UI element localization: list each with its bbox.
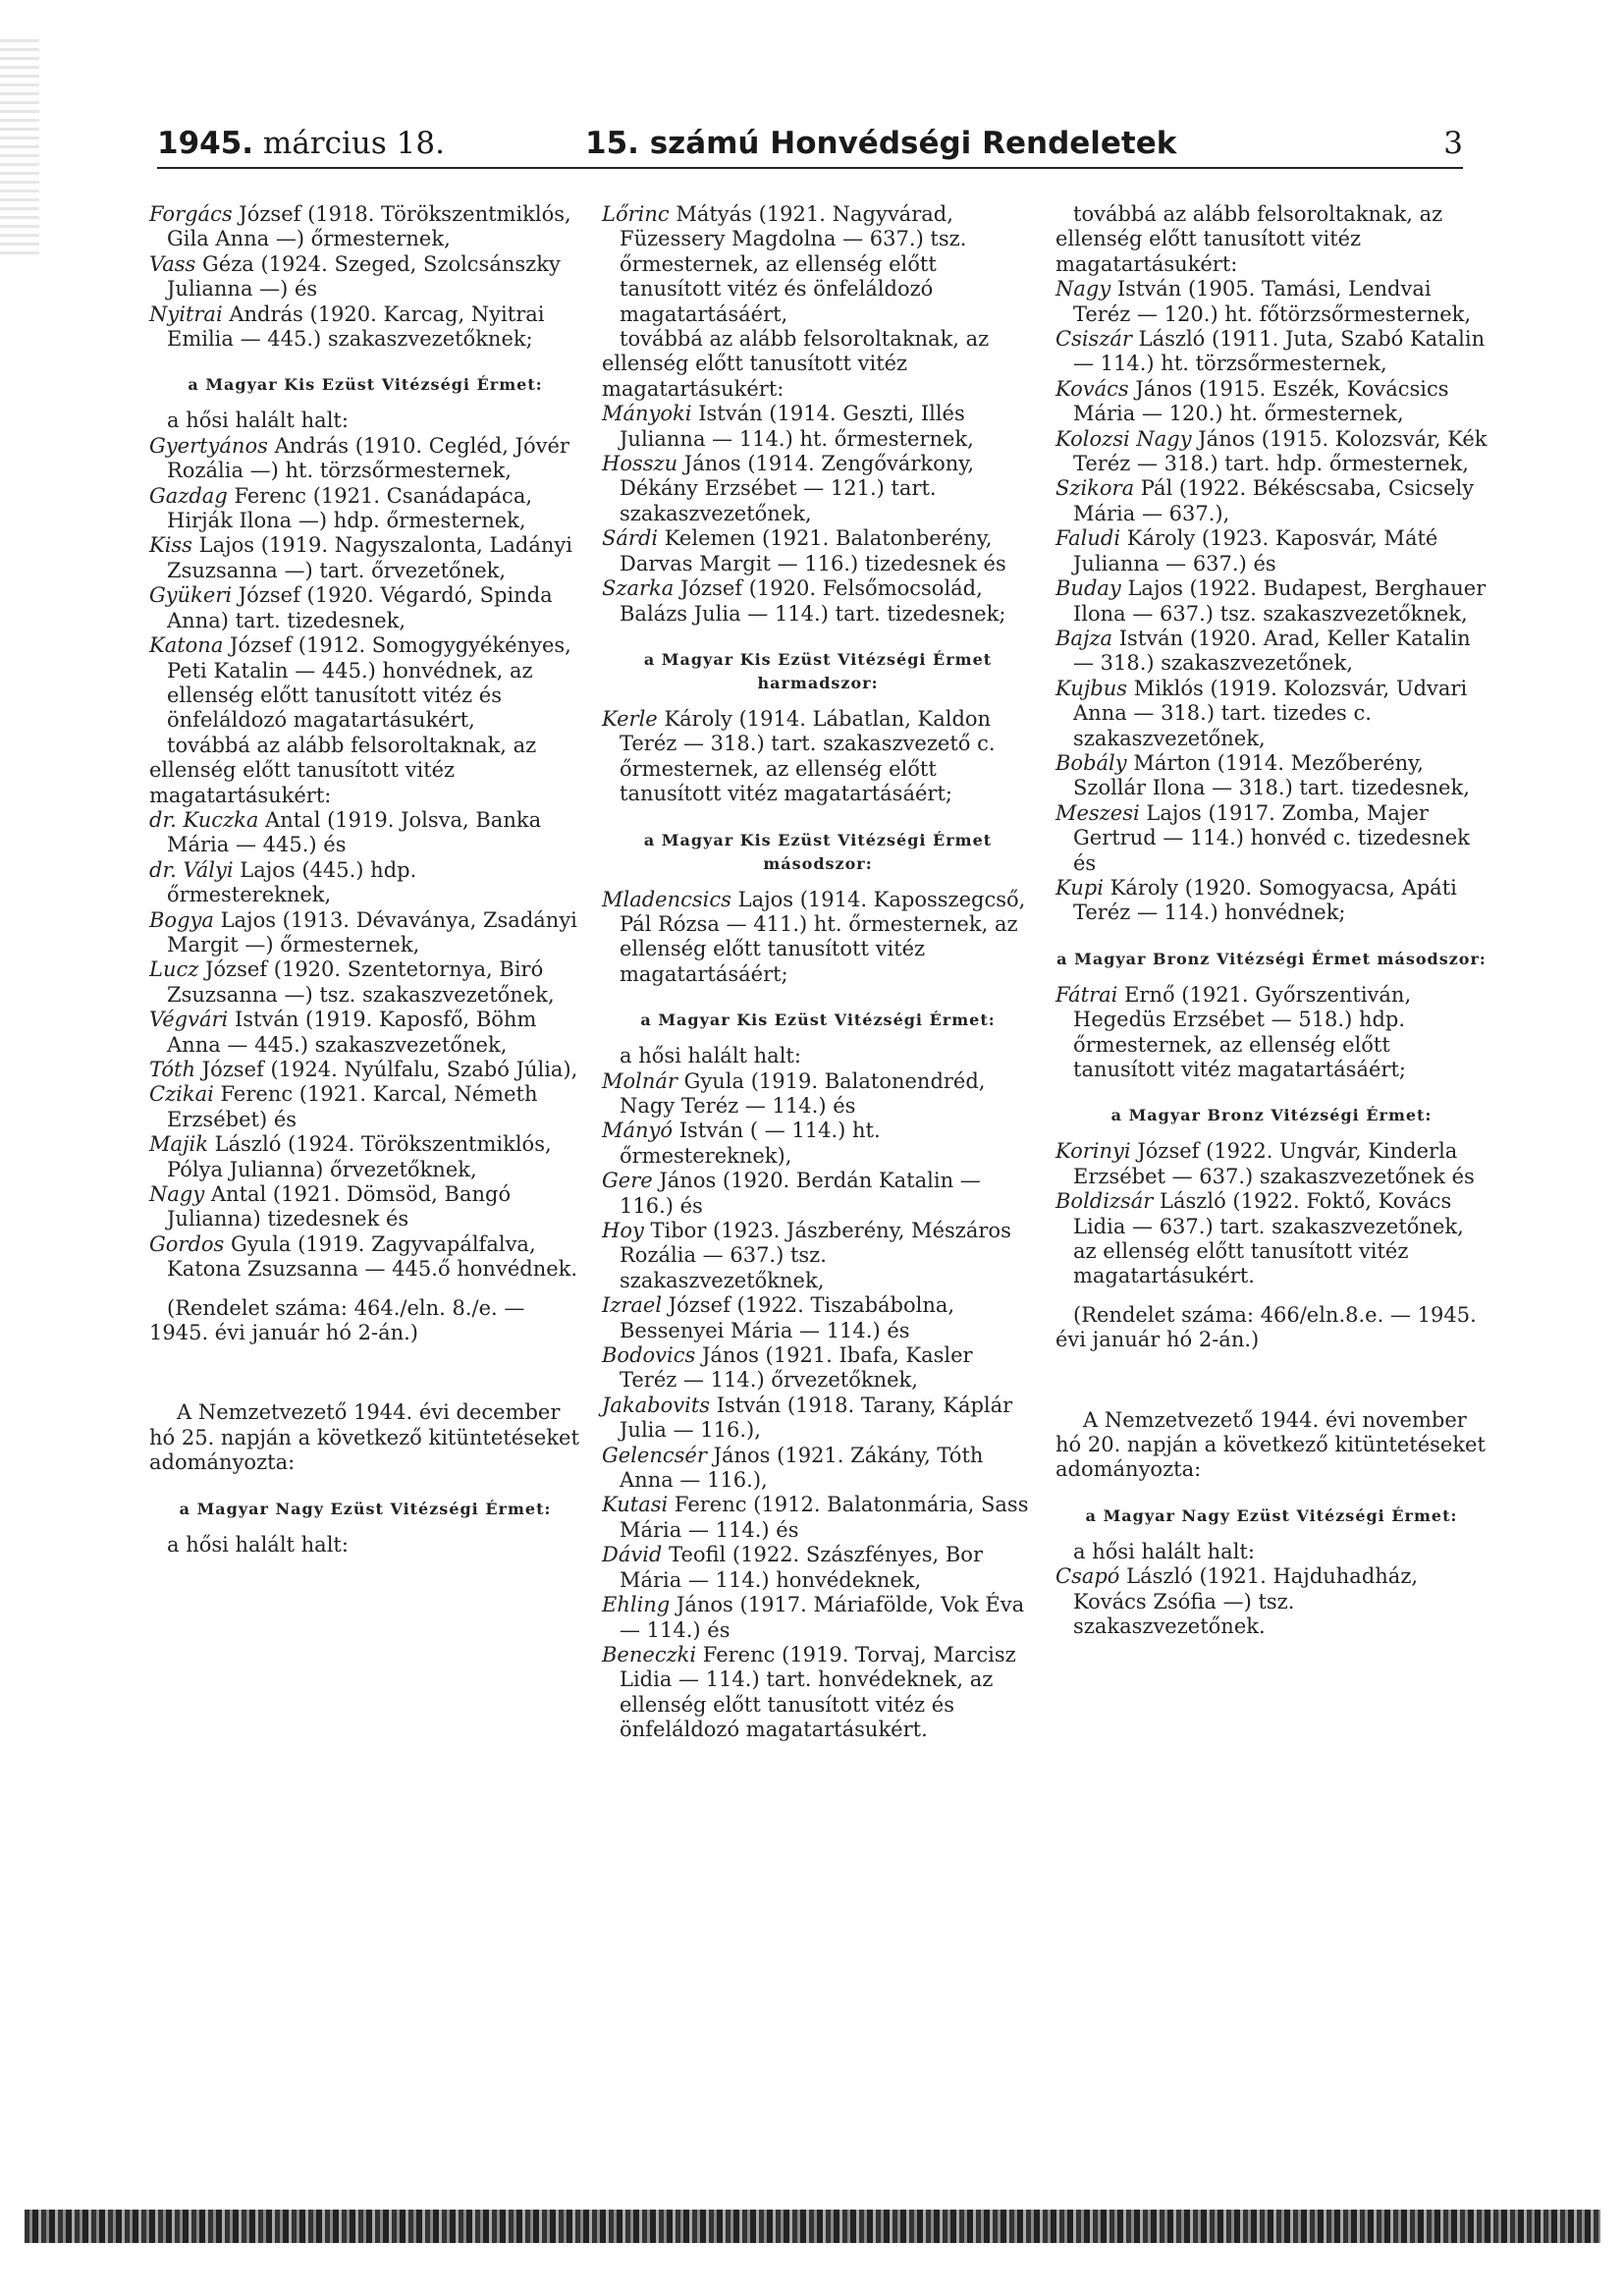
subheading: a hősi halált halt: xyxy=(1073,1539,1255,1563)
list-item xyxy=(1055,1189,1488,1289)
list-item xyxy=(602,1219,1034,1293)
entry-details: András (1910. Cegléd, Jóvér Rozália —) ht. törzsőrmesternek, xyxy=(167,433,569,483)
entry-list xyxy=(602,202,1034,327)
entry-list xyxy=(1055,277,1488,926)
list-item xyxy=(602,1643,1034,1743)
entry-details: József (1912. Somogygyékényes, Peti Katalin — 445.) honvédnek, az ellenség előtt tanusított vitéz és önfeláldozó magatartásukért, xyxy=(167,633,571,733)
entry-details: Lajos (445.) hdp. őrmestereknek, xyxy=(167,857,417,907)
list-item xyxy=(1055,751,1488,801)
list-item xyxy=(149,202,581,252)
person-surname: Kupi xyxy=(1055,875,1104,900)
entry-details: István (1905. Tamási, Lendvai Teréz — 120.) ht. főtörzsőrmesternek, xyxy=(1073,277,1472,326)
list-item xyxy=(602,1069,1034,1120)
person-surname: Gelencsér xyxy=(602,1443,707,1467)
person-surname: Ehling xyxy=(602,1593,671,1617)
list-item xyxy=(602,1293,1034,1343)
entry-details: József (1918. Törökszentmiklós, Gila Anna —) őrmesternek, xyxy=(167,202,571,251)
entry-list xyxy=(1055,983,1488,1083)
person-surname: Mányoki xyxy=(602,402,692,426)
column-2 xyxy=(602,202,1034,1743)
entry-details: István (1914. Geszti, Illés Julianna — 114.) ht. őrmesternek, xyxy=(620,402,974,451)
person-surname: Buday xyxy=(1055,576,1121,601)
list-item xyxy=(602,576,1034,627)
entry-details: Gyula (1919. Balatonendréd, Nagy Teréz — 114.) és xyxy=(620,1068,986,1118)
entry-details: Tibor (1923. Jászberény, Mészáros Rozália — 637.) tsz. szakaszvezetőknek, xyxy=(620,1219,1011,1292)
person-surname: Gyükeri xyxy=(149,583,233,608)
column-1 xyxy=(149,202,581,1558)
person-surname: Gyertyános xyxy=(149,433,268,458)
section-heading: a Magyar Bronz Vitézségi Érmet: xyxy=(1110,1106,1433,1125)
entry-details: János (1920. Berdán Katalin — 116.) és xyxy=(620,1169,981,1218)
list-item xyxy=(602,1343,1034,1394)
entry-details: Lajos (1922. Budapest, Berghauer Ilona — 637.) tsz. szakaszvezetőknek, xyxy=(1073,576,1487,626)
person-surname: Kerle xyxy=(602,706,658,731)
list-item xyxy=(1055,1139,1488,1189)
section-heading: a Magyar Kis Ezüst Vitézségi Érmet: xyxy=(188,375,543,395)
person-surname: Majik xyxy=(149,1132,208,1157)
header-date: 1945. március 18. xyxy=(157,126,445,161)
person-surname: Jakabovits xyxy=(602,1393,711,1417)
list-item xyxy=(149,1008,581,1058)
list-item xyxy=(149,302,581,353)
entry-details: József (1924. Nyúlfalu, Szabó Júlia), xyxy=(201,1058,578,1081)
person-surname: Czikai xyxy=(149,1082,214,1107)
list-item xyxy=(602,888,1034,988)
entry-details: István (1919. Kaposfő, Böhm Anna — 445.) szakaszvezetőnek, xyxy=(167,1008,537,1057)
person-surname: Vass xyxy=(149,251,196,276)
person-surname: Szikora xyxy=(1055,476,1135,501)
person-surname: Nagy xyxy=(1055,277,1111,301)
list-item xyxy=(1055,627,1488,677)
entry-details: János (1917. Máriafölde, Vok Éva — 114.) és xyxy=(620,1593,1025,1642)
entry-details: István ( — 114.) ht. őrmestereknek), xyxy=(620,1119,881,1168)
person-surname: Korinyi xyxy=(1055,1139,1131,1164)
list-item xyxy=(149,633,581,734)
list-item xyxy=(149,434,581,484)
person-surname: Hoy xyxy=(602,1219,644,1242)
list-item xyxy=(1055,377,1488,427)
list-item xyxy=(1055,576,1488,627)
entry-details: János (1915. Eszék, Kovácsics Mária — 120.) ht. őrmesternek, xyxy=(1073,376,1449,426)
list-item xyxy=(149,1132,581,1182)
person-surname: Kiss xyxy=(149,533,192,558)
entry-list xyxy=(1055,1564,1488,1639)
entry-list xyxy=(149,434,581,734)
subheading: a hősi halált halt: xyxy=(167,1532,349,1557)
list-item xyxy=(1055,677,1488,751)
entry-details: János (1921. Ibafa, Kasler Teréz — 114.) őrvezetőknek, xyxy=(620,1343,973,1393)
person-surname: Csapó xyxy=(1055,1564,1120,1589)
scan-bottom-artifact xyxy=(25,2210,1600,2243)
paragraph: továbbá az alább felsoroltaknak, az ellenség előtt tanusított vitéz magatartásukért: xyxy=(1055,202,1443,276)
person-surname: dr. Kuczka xyxy=(149,807,259,832)
person-surname: Gere xyxy=(602,1169,653,1193)
entry-list xyxy=(149,808,581,1283)
entry-details: Károly (1914. Lábatlan, Kaldon Teréz — 318.) tart. szakaszvezető c. őrmesternek, az ellenség előtt tanusított vitéz magatartásáért; xyxy=(620,706,996,806)
list-item xyxy=(602,452,1034,526)
entry-details: Teofil (1922. Szászfényes, Bor Mária — 114.) honvédeknek, xyxy=(620,1543,983,1592)
person-surname: Mányó xyxy=(602,1119,674,1143)
list-item xyxy=(602,1444,1034,1494)
person-surname: Bobály xyxy=(1055,750,1127,775)
person-surname: Boldizsár xyxy=(1055,1189,1154,1214)
list-item xyxy=(149,583,581,633)
person-surname: Izrael xyxy=(602,1293,663,1318)
entry-details: Károly (1923. Kaposvár, Máté Julianna — 637.) és xyxy=(1073,526,1438,575)
page-header xyxy=(157,124,1463,169)
person-surname: Kolozsi Nagy xyxy=(1055,426,1192,451)
person-surname: Faludi xyxy=(1055,526,1121,551)
list-item xyxy=(149,1058,581,1082)
page-number: 3 xyxy=(1443,126,1463,161)
person-surname: Gordos xyxy=(149,1231,225,1256)
list-item xyxy=(602,1543,1034,1593)
list-item xyxy=(1055,876,1488,926)
list-item xyxy=(1055,427,1488,477)
entry-details: József (1920. Szentetornya, Biró Zsuzsanna —) tsz. szakaszvezetőnek, xyxy=(167,957,555,1007)
entry-details: Ferenc (1921. Csanádapáca, Hirják Ilona —) hdp. őrmesternek, xyxy=(167,483,533,533)
person-surname: Nyitrai xyxy=(149,301,223,326)
section-heading: a Magyar Nagy Ezüst Vitézségi Érmet: xyxy=(1085,1505,1458,1525)
entry-details: Ernő (1921. Győrszentiván, Hegedüs Erzsébet — 518.) hdp. őrmesternek, az ellenség előtt tanusított vitéz magatartásáért; xyxy=(1073,982,1412,1081)
list-item xyxy=(602,707,1034,807)
list-item xyxy=(149,957,581,1008)
list-item xyxy=(149,533,581,583)
entry-details: Károly (1920. Somogyacsa, Apáti Teréz — 114.) honvédnek; xyxy=(1073,875,1457,925)
entry-details: Ferenc (1921. Karcal, Németh Erzsébet) és xyxy=(167,1082,538,1131)
entry-details: Miklós (1919. Kolozsvár, Udvari Anna — 318.) tart. tizedes c. szakaszvezetőnek, xyxy=(1073,676,1468,750)
entry-details: Gyula (1919. Zagyvapálfalva, Katona Zsuzsanna — 445.ő honvédnek. xyxy=(167,1231,578,1282)
entry-list xyxy=(149,202,581,352)
entry-list xyxy=(602,888,1034,988)
person-surname: Katona xyxy=(149,633,224,658)
list-item xyxy=(602,1119,1034,1169)
entry-details: János (1914. Zengővárkony, Dékány Erzsébet — 121.) tart. szakaszvezetőnek, xyxy=(620,452,975,525)
entry-list xyxy=(602,1069,1034,1743)
header-title: 15. számú Honvédségi Rendeletek xyxy=(585,126,1177,161)
person-surname: Sárdi xyxy=(602,526,659,551)
list-item xyxy=(1055,277,1488,327)
list-item xyxy=(602,1394,1034,1444)
intro-paragraph: A Nemzetvezető 1944. évi november hó 20. napján a következő kitüntetéseket adományozta: xyxy=(1055,1407,1486,1482)
entry-details: Pál (1922. Békéscsaba, Csicsely Mária — 637.), xyxy=(1073,476,1475,525)
list-item xyxy=(602,526,1034,576)
list-item xyxy=(149,252,581,302)
person-surname: Bajza xyxy=(1055,626,1113,650)
paragraph: továbbá az alább felsoroltaknak, az ellenség előtt tanusított vitéz magatartásukért: xyxy=(602,327,990,401)
list-item xyxy=(149,1232,581,1283)
entry-details: József (1920. Felsőmocsolád, Balázs Julia — 114.) tart. tizedesnek; xyxy=(620,576,1006,626)
entry-details: Kelemen (1921. Balatonberény, Darvas Margit — 116.) tizedesnek és xyxy=(620,526,1006,575)
scan-edge-artifact xyxy=(0,39,39,255)
section-heading: a Magyar Bronz Vitézségi Érmet másodszor: xyxy=(1056,949,1487,968)
person-surname: Dávid xyxy=(602,1543,663,1567)
section-heading: a Magyar Nagy Ezüst Vitézségi Érmet: xyxy=(179,1499,552,1518)
person-surname: Lucz xyxy=(149,957,199,982)
entry-details: Márton (1914. Mezőberény, Szollár Ilona — 318.) tart. tizedesnek, xyxy=(1073,750,1470,800)
entry-details: Lajos (1913. Dévaványa, Zsadányi Margit —) őrmesternek, xyxy=(167,907,577,957)
section-heading: a Magyar Kis Ezüst Vitézségi Érmet harmadszor: xyxy=(643,649,993,692)
person-surname: Végvári xyxy=(149,1008,229,1032)
person-surname: Szarka xyxy=(602,576,675,601)
person-surname: Tóth xyxy=(149,1058,195,1081)
person-surname: Beneczki xyxy=(602,1642,697,1667)
intro-paragraph: A Nemzetvezető 1944. évi december hó 25. napján a következő kitüntetéseket adományozta: xyxy=(149,1400,579,1475)
list-item xyxy=(149,908,581,958)
list-item xyxy=(1055,1564,1488,1639)
section-heading: a Magyar Kis Ezüst Vitézségi Érmet másodszor: xyxy=(643,830,993,873)
section-heading: a Magyar Kis Ezüst Vitézségi Érmet: xyxy=(640,1011,996,1030)
entry-details: János (1915. Kolozsvár, Kék Teréz — 318.) tart. hdp. őrmesternek, xyxy=(1073,426,1488,476)
person-surname: Gazdag xyxy=(149,483,228,508)
person-surname: Forgács xyxy=(149,202,233,226)
entry-details: László (1924. Törökszentmiklós, Pólya Julianna) őrvezetőknek, xyxy=(167,1132,552,1181)
list-item xyxy=(602,402,1034,452)
entry-details: István (1918. Tarany, Káplár Julia — 116.), xyxy=(620,1393,1013,1443)
paragraph: továbbá az alább felsoroltaknak, az ellenség előtt tanusított vitéz magatartásukért: xyxy=(149,733,537,807)
entry-details: Ferenc (1912. Balatonmária, Sass Mária — 114.) és xyxy=(620,1493,1029,1542)
list-item xyxy=(602,1493,1034,1543)
list-item xyxy=(602,1169,1034,1219)
person-surname: Nagy xyxy=(149,1182,205,1207)
subheading: a hősi halált halt: xyxy=(620,1044,801,1068)
list-item xyxy=(149,808,581,858)
entry-details: Lajos (1917. Zomba, Majer Gertrud — 114.) honvéd c. tizedesnek és xyxy=(1073,800,1470,875)
entry-details: János (1921. Zákány, Tóth Anna — 116.), xyxy=(620,1443,984,1493)
entry-details: József (1922. Ungvár, Kinderla Erzsébet — 637.) szakaszvezetőnek és xyxy=(1073,1139,1475,1188)
person-surname: Csiszár xyxy=(1055,327,1132,352)
entry-details: Ferenc (1919. Torvaj, Marcisz Lidia — 114.) tart. honvédeknek, az ellenség előtt tanusított vitéz és önfeláldozó magatartásukért. xyxy=(620,1642,1016,1742)
person-surname: Fátrai xyxy=(1055,982,1118,1007)
entry-details: József (1922. Tiszabábolna, Bessenyei Mária — 114.) és xyxy=(620,1293,955,1342)
person-surname: Kutasi xyxy=(602,1493,669,1517)
entry-details: László (1921. Hajduhadház, Kovács Zsófia —) tsz. szakaszvezetőnek. xyxy=(1073,1564,1419,1639)
person-surname: Mladencsics xyxy=(602,887,731,911)
list-item xyxy=(149,484,581,534)
entry-details: Mátyás (1921. Nagyvárad, Füzessery Magdolna — 637.) tsz. őrmesternek, az ellenség előtt tanusított vitéz és önfeláldozó magatartásáért, xyxy=(620,202,967,326)
list-item xyxy=(1055,327,1488,377)
person-surname: Kujbus xyxy=(1055,676,1128,700)
list-item xyxy=(1055,801,1488,876)
entry-details: Lajos (1919. Nagyszalonta, Ladányi Zsuzsanna —) tart. őrvezetőnek, xyxy=(167,533,573,582)
list-item xyxy=(602,202,1034,327)
list-item xyxy=(1055,526,1488,576)
list-item xyxy=(149,858,581,908)
entry-list xyxy=(602,707,1034,807)
entry-details: László (1922. Foktő, Kovács Lidia — 637.) tart. szakaszvezetőnek, az ellenség előtt tanusított vitéz magatartásukért. xyxy=(1073,1189,1464,1288)
entry-details: Lajos (1914. Kaposszegcső, Pál Rózsa — 411.) ht. őrmesternek, az ellenség előtt tanusított vitéz magatartásáért; xyxy=(620,887,1026,986)
decree-note: (Rendelet száma: 466/eln.8.e. — 1945. évi január hó 2-án.) xyxy=(1055,1302,1477,1352)
person-surname: Bogya xyxy=(149,907,214,932)
entry-list xyxy=(1055,1139,1488,1288)
decree-note: (Rendelet száma: 464./eln. 8./e. — 1945. évi január hó 2-án.) xyxy=(149,1295,525,1345)
list-item xyxy=(1055,983,1488,1083)
person-surname: Hosszu xyxy=(602,452,678,476)
list-item xyxy=(602,1593,1034,1643)
person-surname: Meszesi xyxy=(1055,800,1140,825)
person-surname: dr. Vályi xyxy=(149,857,234,882)
person-surname: Bodovics xyxy=(602,1343,696,1368)
person-surname: Kovács xyxy=(1055,376,1129,401)
person-surname: Molnár xyxy=(602,1068,677,1093)
entry-list xyxy=(602,402,1034,627)
column-3 xyxy=(1055,202,1488,1640)
subheading: a hősi halált halt: xyxy=(167,409,349,433)
entry-details: Antal (1919. Jolsva, Banka Mária — 445.) és xyxy=(167,807,542,857)
entry-details: Géza (1924. Szeged, Szolcsánszky Julianna —) és xyxy=(167,251,561,301)
entry-details: László (1911. Juta, Szabó Katalin — 114.) ht. törzsőrmesternek, xyxy=(1073,327,1486,376)
entry-details: József (1920. Végardó, Spinda Anna) tart. tizedesnek, xyxy=(167,583,553,632)
list-item xyxy=(149,1182,581,1232)
entry-details: Antal (1921. Dömsöd, Bangó Julianna) tizedesnek és xyxy=(167,1182,512,1231)
person-surname: Lőrinc xyxy=(602,202,670,226)
list-item xyxy=(149,1082,581,1132)
entry-details: András (1920. Karcag, Nyitrai Emilia — 445.) szakaszvezetőknek; xyxy=(167,301,545,352)
list-item xyxy=(1055,476,1488,526)
entry-details: István (1920. Arad, Keller Katalin — 318.) szakaszvezetőnek, xyxy=(1073,626,1471,676)
